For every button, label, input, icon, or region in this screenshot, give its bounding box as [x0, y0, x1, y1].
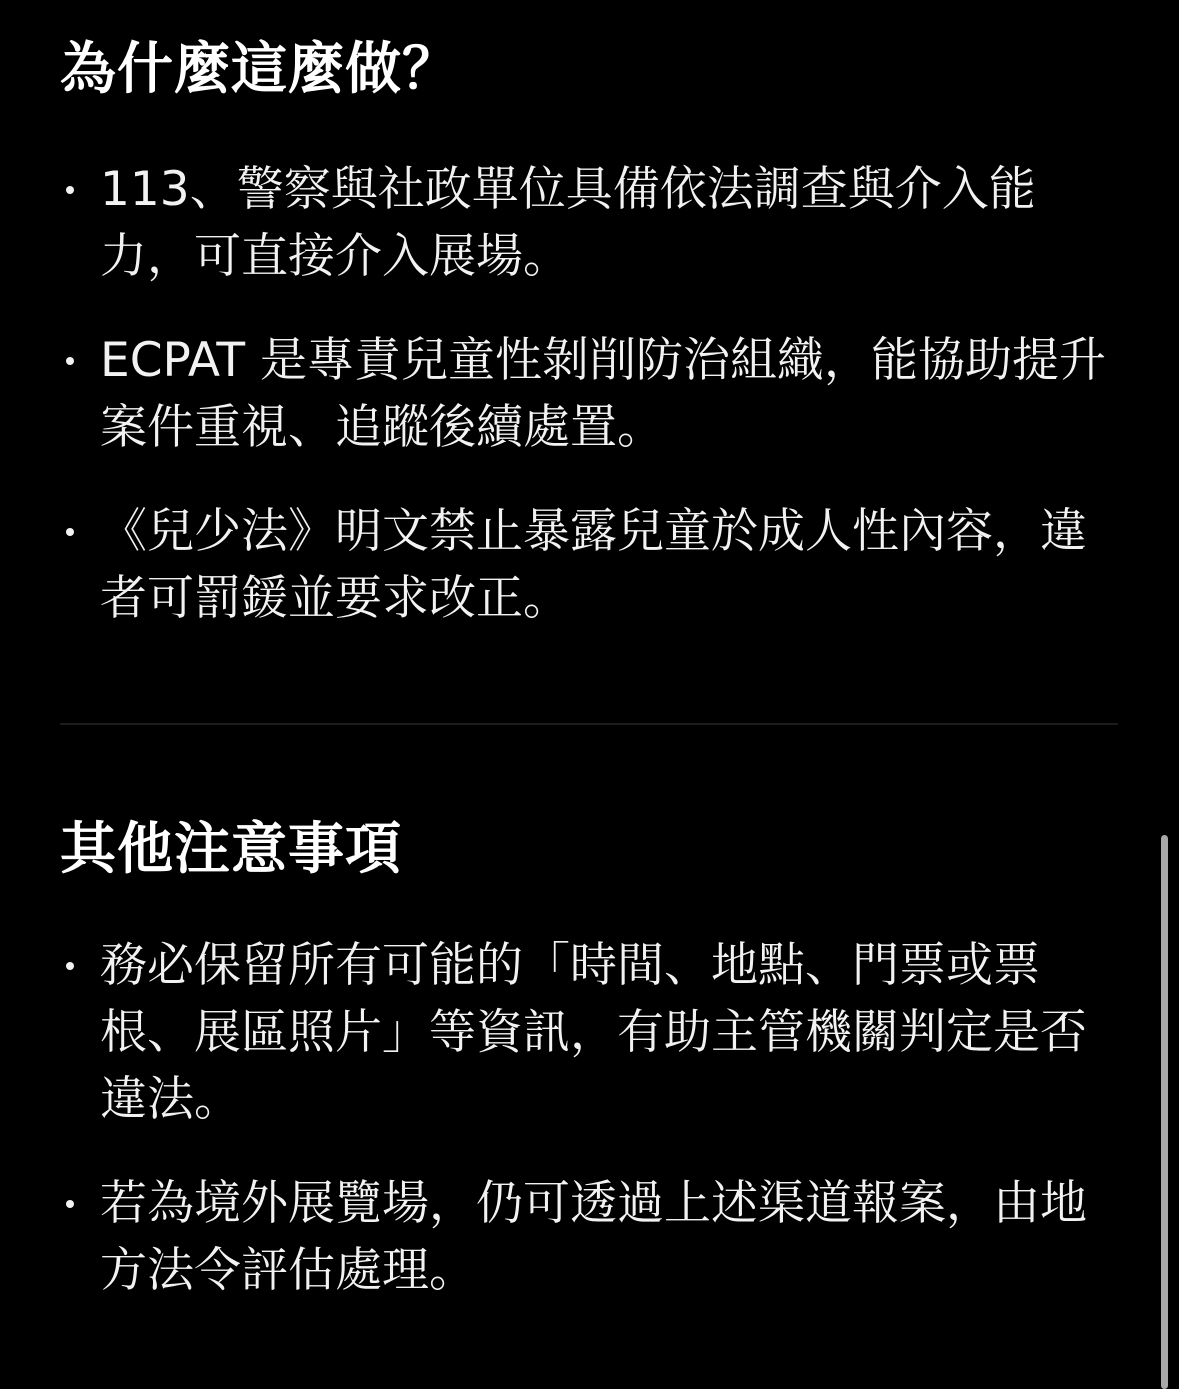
bullet-icon — [66, 357, 74, 365]
section-divider — [60, 723, 1118, 725]
list-item-text: 《兒少法》明文禁止暴露兒童於成人性內容，違者可罰鍰並要求改正。 — [100, 504, 1087, 626]
bullet-icon — [66, 1200, 74, 1208]
list-item — [60, 156, 1118, 290]
list-item-text: 若為境外展覽場，仍可透過上述渠道報案，由地方法令評估處理。 — [100, 1176, 1087, 1298]
bullet-icon — [66, 528, 74, 536]
notes-bullet-list — [60, 932, 1118, 1341]
list-item-text: 務必保留所有可能的「時間、地點、門票或票根、展區照片」等資訊，有助主管機關判定是否違法。 — [100, 938, 1087, 1127]
list-item-text: ECPAT 是專責兒童性剝削防治組織，能協助提升案件重視、追蹤後續處置。 — [100, 333, 1107, 455]
list-item — [60, 1170, 1118, 1304]
list-item — [60, 932, 1118, 1133]
list-item — [60, 498, 1118, 632]
why-bullet-list — [60, 156, 1118, 669]
list-item-text: 113、警察與社政單位具備依法調查與介入能力，可直接介入展場。 — [100, 162, 1036, 284]
bullet-icon — [66, 962, 74, 970]
section-heading-notes: 其他注意事項 — [60, 817, 402, 882]
bullet-icon — [66, 186, 74, 194]
section-heading-why: 為什麼這麼做？ — [60, 37, 459, 102]
list-item — [60, 327, 1118, 461]
vertical-scrollbar[interactable] — [1161, 835, 1168, 1389]
